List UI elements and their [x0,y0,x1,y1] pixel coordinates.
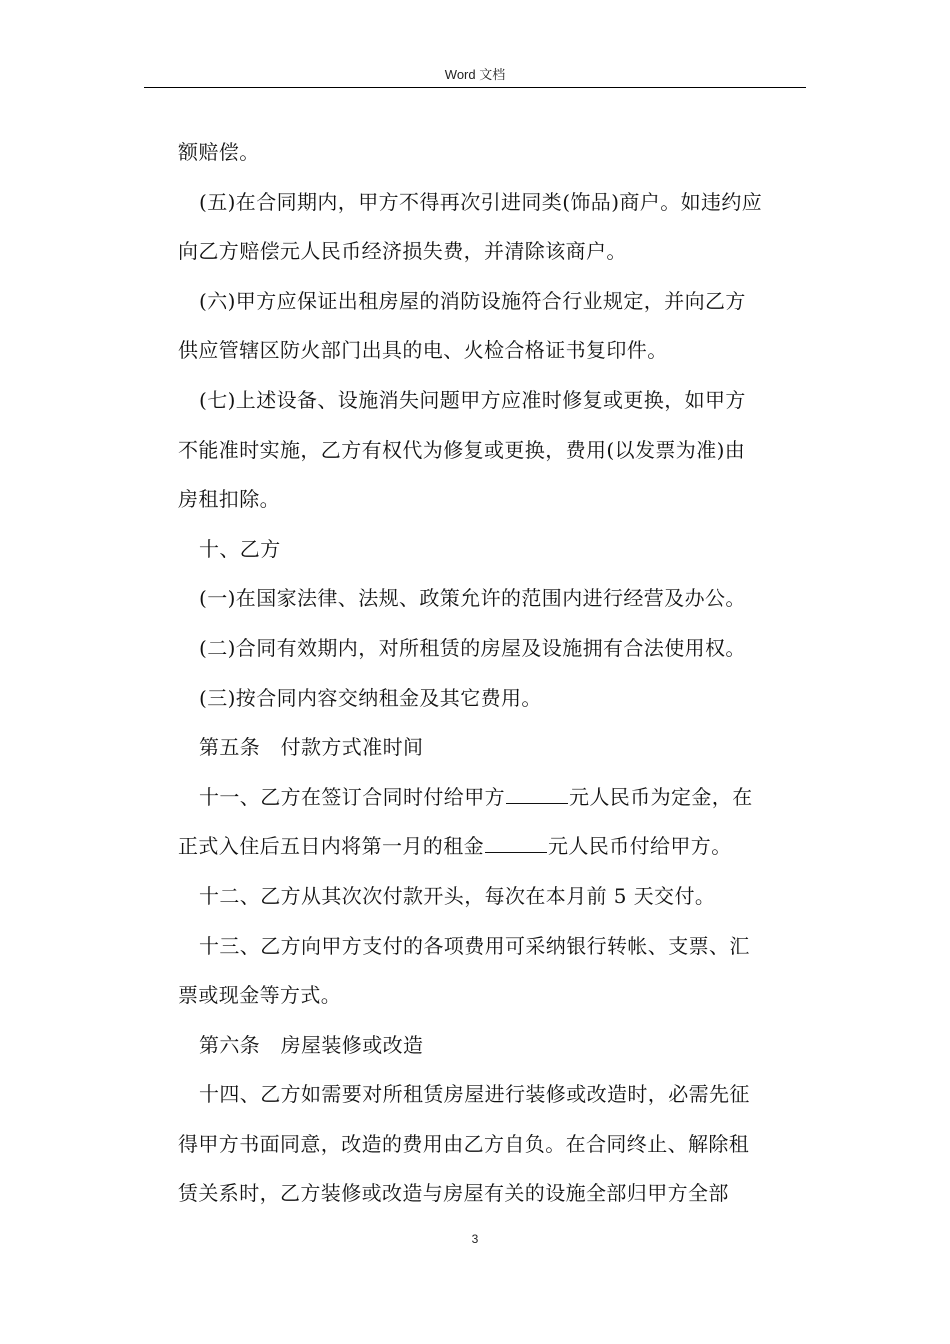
paragraph-line: (二)合同有效期内，对所租赁的房屋及设施拥有合法使用权。 [199,635,746,660]
section-heading: 十、乙方 [199,536,281,561]
line-text-before-blank: 十一、乙方在签订合同时付给甲方 [199,784,505,809]
paragraph-line: 额赔偿。 [178,140,260,164]
fill-in-blank [485,828,547,853]
paragraph-line: (三)按合同内容交纳租金及其它费用。 [199,685,542,710]
header-divider [144,87,806,88]
article-heading: 第六条 房屋装修或改造 [199,1032,424,1057]
paragraph-line: (五)在合同期内，甲方不得再次引进同类(饰品)商户。如违约应 [199,189,763,214]
paragraph-line: 不能准时实施，乙方有权代为修复或更换，费用(以发票为准)由 [178,437,746,462]
line-text-after-blank: 元人民币为定金，在 [569,784,753,809]
paragraph-line: 票或现金等方式。 [178,983,342,1008]
paragraph-line: 赁关系时，乙方装修或改造与房屋有关的设施全部归甲方全部 [178,1181,729,1206]
paragraph-line: (一)在国家法律、法规、政策允许的范围内进行经营及办公。 [199,586,746,611]
paragraph-line: 十二、乙方从其次次付款开头，每次在本月前 5 天交付。 [199,883,716,908]
header-title: Word 文档 [444,67,506,82]
paragraph-line: 得甲方书面同意，改造的费用由乙方自负。在合同终止、解除租 [178,1131,750,1156]
paragraph-line: 十四、乙方如需要对所租赁房屋进行装修或改造时，必需先征 [199,1082,750,1107]
paragraph-line [178,773,808,823]
article-heading: 第五条 付款方式准时间 [199,735,424,760]
page-number: 3 [471,1232,479,1246]
paragraph-line: 供应管辖区防火部门出具的电、火检合格证书复印件。 [178,338,668,363]
paragraph-line: 向乙方赔偿元人民币经济损失费，并清除该商户。 [178,239,627,264]
paragraph-line: 房租扣除。 [178,487,280,512]
line-text-before-blank: 正式入住后五日内将第一月的租金 [178,834,484,859]
fill-in-blank [506,779,568,804]
line-text-after-blank: 元人民币付给甲方。 [548,834,732,859]
paragraph-line [178,822,808,872]
paragraph-line: (七)上述设备、设施消失问题甲方应准时修复或更换，如甲方 [199,387,746,412]
paragraph-line: (六)甲方应保证出租房屋的消防设施符合行业规定，并向乙方 [199,288,746,313]
document-body [178,128,808,1219]
paragraph-line: 十三、乙方向甲方支付的各项费用可采纳银行转帐、支票、汇 [199,933,750,958]
